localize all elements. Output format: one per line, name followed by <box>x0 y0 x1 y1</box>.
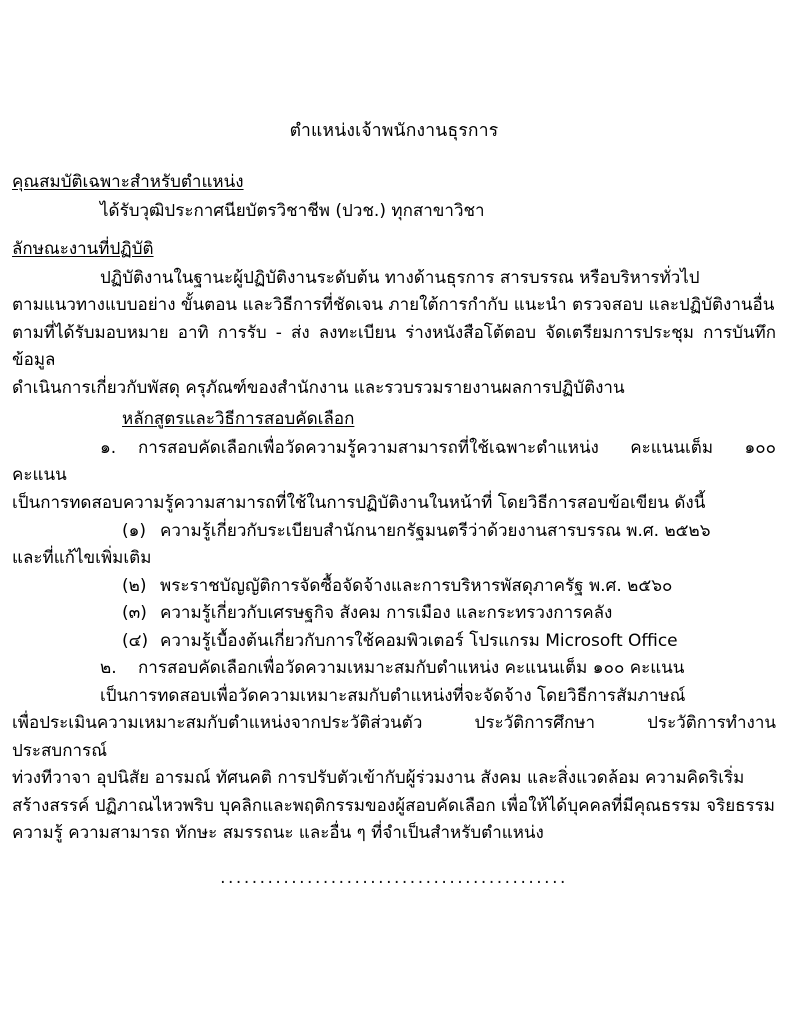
section-body-duties-line-4: ดำเนินการเกี่ยวกับพัสดุ ครุภัณฑ์ของสำนักงาน และรวบรวมรายงานผลการปฏิบัติงาน <box>12 377 625 398</box>
exam-subitem-3-marker: (๓) <box>122 603 147 624</box>
footer-divider: ............................................ <box>220 867 568 888</box>
exam-subitem-3-text: ความรู้เกี่ยวกับเศรษฐกิจ สังคม การเมือง และกระทรวงการคลัง <box>160 603 613 624</box>
exam-subitem-1-continuation: และที่แก้ไขเพิ่มเติม <box>12 548 152 569</box>
section-body-duties-line-2: ตามแนวทางแบบอย่าง ขั้นตอน และวิธีการที่ชัดเจน ภายใต้การกำกับ แนะนำ ตรวจสอบ และปฏิบัติงานอื่น <box>12 295 775 316</box>
exam-subitem-1-text: ความรู้เกี่ยวกับระเบียบสำนักนายกรัฐมนตรีว่าด้วยงานสารบรรณ พ.ศ. ๒๕๒๖ <box>160 520 711 541</box>
exam-subitem-1-marker: (๑) <box>122 520 147 541</box>
exam-item-2-line-1 <box>12 655 776 683</box>
page-title: ตำแหน่งเจ้าพนักงานธุรการ <box>289 121 499 141</box>
exam-subitem-2-text: พระราชบัญญัติการจัดซื้อจัดจ้างและการบริหารพัสดุภาครัฐ พ.ศ. ๒๕๖๐ <box>160 575 673 596</box>
spacer <box>12 225 776 237</box>
exam-item-2-body-line-4: สร้างสรรค์ ปฏิภาณไหวพริบ บุคลิกและพฤติกรรมของผู้สอบคัดเลือก เพื่อให้ได้บุคคลที่มีคุณธรรม จริยธรรม <box>12 795 775 816</box>
exam-subitem-4-marker: (๔) <box>122 630 149 651</box>
exam-item-1-line-1 <box>12 435 776 490</box>
exam-item-1-line-2: เป็นการทดสอบความรู้ความสามารถที่ใช้ในการปฏิบัติงานในหน้าที่ โดยวิธีการสอบข้อเขียน ดังนี้ <box>12 493 706 513</box>
exam-subitem-2-marker: (๒) <box>122 575 147 596</box>
exam-item-2-number: ๒. <box>100 658 117 679</box>
exam-item-2-body-line-5: ความรู้ ความสามารถ ทักษะ สมรรถนะ และอื่น ๆ ที่จำเป็นสำหรับตำแหน่ง <box>12 823 544 844</box>
section-heading-duties: ลักษณะงานที่ปฏิบัติ <box>12 239 154 260</box>
section-body-duties-line-1: ปฏิบัติงานในฐานะผู้ปฏิบัติงานระดับต้น ทางด้านธุรการ สารบรรณ หรือบริหารทั่วไป <box>100 267 700 288</box>
exam-item-1-number: ๑. <box>100 437 117 458</box>
section-body-duties-line-3: ตามที่ได้รับมอบหมาย อาทิ การรับ - ส่ง ลงทะเบียน ร่างหนังสือโต้ตอบ จัดเตรียมการประชุม การบันทึกข้อมูล <box>12 322 776 371</box>
exam-subitem-3 <box>12 600 776 628</box>
exam-subitem-1 <box>12 518 776 546</box>
exam-subitem-4-text: ความรู้เบื้องต้นเกี่ยวกับการใช้คอมพิวเตอร์ โปรแกรม Microsoft Office <box>160 630 678 651</box>
exam-item-2-text: การสอบคัดเลือกเพื่อวัดความเหมาะสมกับตำแหน่ง คะแนนเต็ม ๑๐๐ คะแนน <box>138 658 685 679</box>
section-heading-qualifications: คุณสมบัติเฉพาะสำหรับตำแหน่ง <box>12 172 244 193</box>
exam-item-2-body-line-2: เพื่อประเมินความเหมาะสมกับตำแหน่งจากประวัติส่วนตัว ประวัติการศึกษา ประวัติการทำงาน ประสบการณ์ <box>12 713 776 761</box>
section-body-qualifications: ได้รับวุฒิประกาศนียบัตรวิชาชีพ (ปวช.) ทุกสาขาวิชา <box>100 200 485 221</box>
section-heading-exam-method: หลักสูตรและวิธีการสอบคัดเลือก <box>122 409 355 430</box>
exam-item-2-body-line-1: เป็นการทดสอบเพื่อวัดความเหมาะสมกับตำแหน่งที่จะจัดจ้าง โดยวิธีการสัมภาษณ์ <box>100 685 686 706</box>
exam-item-2-body-line-3: ท่วงทีวาจา อุปนิสัย อารมณ์ ทัศนคติ การปรับตัวเข้ากับผู้ร่วมงาน สังคม และสิ่งแวดล้อม ความคิดริเริ่ม <box>12 768 745 789</box>
exam-subitem-2 <box>12 573 776 601</box>
exam-item-1-text: การสอบคัดเลือกเพื่อวัดความรู้ความสามารถที่ใช้เฉพาะตำแหน่ง คะแนนเต็ม ๑๐๐ คะแนน <box>12 437 776 486</box>
exam-subitem-4 <box>12 628 776 656</box>
